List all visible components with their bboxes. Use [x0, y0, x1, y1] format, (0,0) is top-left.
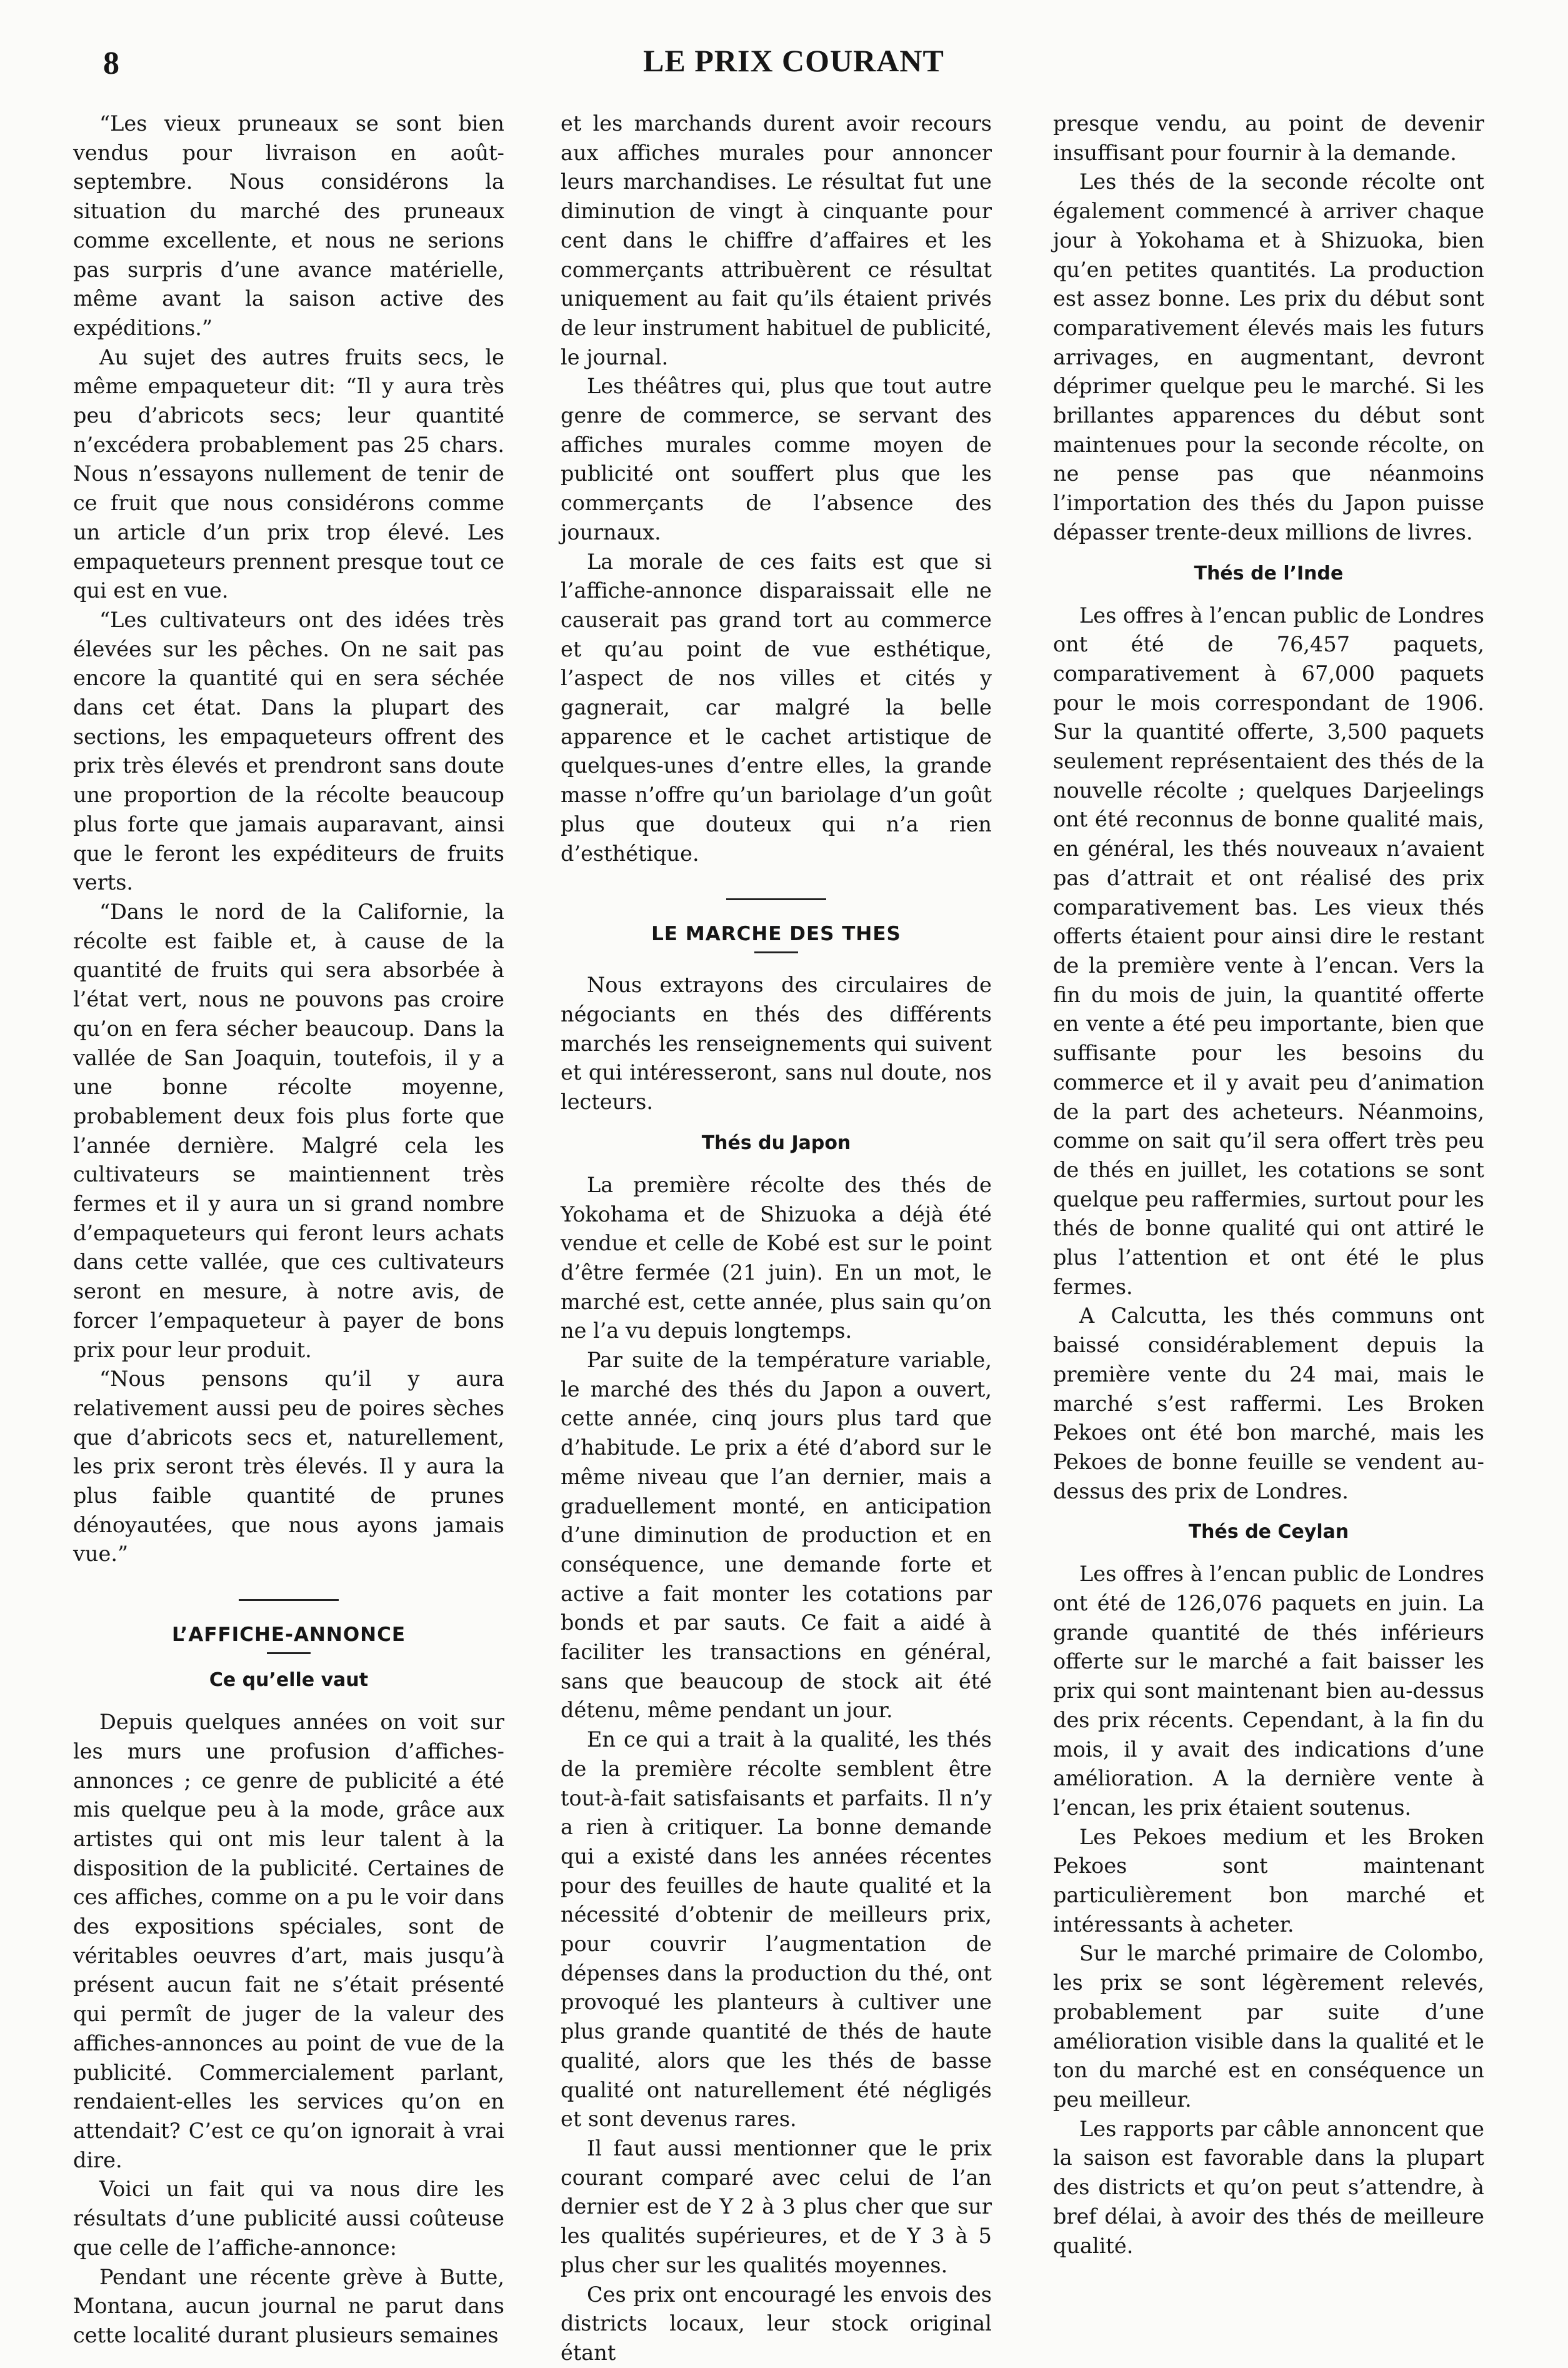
heading-divider — [267, 1652, 311, 1654]
paragraph: “Les vieux pruneaux se sont bien vendus pour livraison en août-septembre. Nous considérons la situation du marché des pruneaux comme excellente, et nous ne serions pas surpris d’une avance matérielle, même avant la saison active des expéditions.” — [73, 111, 504, 340]
section-subheading: Thés du Japon — [701, 1131, 851, 1154]
paragraph: En ce qui a trait à la qualité, les thés de la première récolte semblent être tout-à-fait satisfaisants et parfaits. Il n’y a rien à critiquer. La bonne demande qui a existé dans les années récentes pour des feuilles de haute qualité et la nécessité d’obtenir de meilleurs prix, pour couvrir l’augmentation de dépenses dans la production du thé, ont provoqué les planteurs à cultiver une plus grande quantité de thés de haute qualité, alors que les thés de basse qualité ont naturellement été négligés et sont devenus rares. — [561, 1727, 992, 2132]
paragraph: Les offres à l’encan public de Londres ont été de 76,457 paquets, comparativement à 67,000 paquets pour le mois correspondant de 1906. Sur la quantité offerte, 3,500 paquets seulement représentaient des thés de la nouvelle récolte ; quelques Darjeelings ont été reconnus de bonne qualité mais, en général, les thés nouveaux n’avaient pas d’attrait et ont réalisé des prix comparativement bas. Les vieux thés offerts étaient pour ainsi dire le restant de la première vente à l’encan. Vers la fin du mois de juin, la quantité offerte en vente a été peu importante, bien que suffisante pour les besoins du commerce et il y avait peu d’animation de la part des acheteurs. Néanmoins, comme on sait qu’il sera offert très peu de thés en juillet, les cotations se sont quelque peu raffermies, surtout pour les thés de bonne qualité qui ont attiré le plus l’attention et ont été le plus fermes. — [1053, 603, 1484, 1299]
page-number: 8 — [103, 46, 119, 81]
column-2 — [561, 109, 992, 2368]
section-heading: L’AFFICHE-ANNONCE — [171, 1623, 406, 1647]
paragraph: Les thés de la seconde récolte ont également commencé à arriver chaque jour à Yokohama et à Shizuoka, bien qu’en petites quantités. La production est assez bonne. Les prix du début sont comparativement élevés mais les futurs arrivages, en augmentant, devront déprimer quelque peu le marché. Si les brillantes apparences du début sont maintenues pour la seconde récolte, on ne pense pas que néanmoins l’importation des thés du Japon puisse dépasser trente-deux millions de livres. — [1053, 169, 1484, 544]
paragraph: Nous extrayons des circulaires de négociants en thés des différents marchés les renseignements qui suivent et qui intéresseront, sans nul doute, nos lecteurs. — [561, 973, 992, 1115]
paragraph: Voici un fait qui va nous dire les résultats d’une publicité aussi coûteuse que celle de l’affiche-annonce: — [73, 2177, 504, 2260]
paragraph: Par suite de la température variable, le marché des thés du Japon a ouvert, cette année, cinq jours plus tard que d’habitude. Le prix a été d’abord sur le même niveau que l’an dernier, mais a graduellement monté, en anticipation d’une diminution de production et en conséquence, une demande forte et active a fait monter les cotations par bonds et par sauts. Ce fait a aidé à faciliter les transactions en général, sans que beaucoup de stock ait été détenu, même pendant un jour. — [561, 1348, 992, 1723]
section-divider — [726, 898, 826, 900]
paragraph: “Les cultivateurs ont des idées très élevées sur les pêches. On ne sait pas encore la quantité qui en sera séchée dans cet état. Dans la plupart des sections, les empaqueteurs offrent des prix très élevés et prendront sans doute une proportion de la récolte beaucoup plus forte que jamais auparavant, ainsi que le feront les expéditeurs de fruits verts. — [73, 607, 504, 895]
section-subheading: Ce qu’elle vaut — [209, 1669, 369, 1692]
section-heading: LE MARCHE DES THES — [651, 923, 901, 946]
paragraph: Il faut aussi mentionner que le prix courant comparé avec celui de l’an dernier est de Y 2 à 3 plus cher que sur les qualités supérieures, et de Y 3 à 5 plus cher sur les qualités moyennes. — [561, 2136, 992, 2277]
paragraph: Les Pekoes medium et les Broken Pekoes sont maintenant particulièrement bon marché et intéressants à acheter. — [1053, 1824, 1484, 1937]
paragraph: Depuis quelques années on voit sur les murs une profusion d’affiches-annonces ; ce genre de publicité a été mis quelque peu à la mode, grâce aux artistes qui ont mis leur talent à la disposition de la publicité. Certaines de ces affiches, comme on a pu le voir dans des expositions spéciales, sont de véritables oeuvres d’art, mais jusqu’à présent aucun fait ne s’était présenté qui permît de juger de la valeur des affiches-annonces au point de vue de la publicité. Commercialement parlant, rendaient-elles les services qu’on en attendait? C’est ce qu’on ignorait à vrai dire. — [73, 1710, 504, 2172]
paragraph: presque vendu, au point de devenir insuffisant pour fournir à la demande. — [1053, 111, 1484, 165]
section-subheading: Thés de l’Inde — [1194, 562, 1344, 584]
paragraph: Les théâtres qui, plus que tout autre genre de commerce, se servant des affiches murales comme moyen de publicité ont souffert plus que les commerçants de l’absence des journaux. — [561, 374, 992, 544]
section-divider — [239, 1599, 339, 1601]
paragraph: Pendant une récente grève à Butte, Montana, aucun journal ne parut dans cette localité durant plusieurs semaines — [73, 2264, 504, 2347]
paragraph: Les offres à l’encan public de Londres ont été de 126,076 paquets en juin. La grande quantité de thés inférieurs offerte sur le marché a fait baisser les prix qui sont maintenant bien au-dessus des prix récents. Cependant, à la fin du mois, il y avait des indications d’une amélioration. A la dernière vente à l’encan, les prix étaient soutenus. — [1053, 1562, 1484, 1820]
column-3 — [1053, 109, 1484, 2260]
paragraph: “Dans le nord de la Californie, la récolte est faible et, à cause de la quantité de fruits qui sera absorbée à l’état vert, nous ne pouvons pas croire qu’on en fera sécher beaucoup. Dans la vallée de San Joaquin, toutefois, il y a une bonne récolte moyenne, probablement deux fois plus forte que l’année dernière. Malgré cela les cultivateurs se maintiennent très fermes et il y aura un si grand nombre d’empaqueteurs qui feront leurs achats dans cette vallée, que ces cultivateurs seront en mesure, à notre avis, de forcer l’empaqueteur à payer de bons prix pour leur produit. — [73, 899, 504, 1362]
page-title: LE PRIX COURANT — [643, 43, 944, 78]
paragraph: La morale de ces faits est que si l’affiche-annonce disparaissait elle ne causerait pas grand tort au commerce et qu’au point de vue esthétique, l’aspect de nos villes et cités y gagnerait, car malgré la belle apparence et le cachet artistique de quelques-unes d’entre elles, la grande masse n’offre qu’un bariolage d’un goût plus que douteux qui n’a rien d’esthétique. — [561, 549, 992, 866]
column-1 — [73, 109, 504, 2350]
section-subheading: Thés de Ceylan — [1188, 1521, 1349, 1543]
paragraph: et les marchands durent avoir recours aux affiches murales pour annoncer leurs marchandises. Le résultat fut une diminution de vingt à cinquante pour cent dans le chiffre d’affaires et les commerçants attribuèrent ce résultat uniquement au fait qu’ils étaient privés de leur instrument habituel de publicité, le journal. — [561, 111, 992, 369]
paragraph: Ces prix ont encouragé les envois des districts locaux, leur stock original étant — [561, 2282, 992, 2365]
paragraph: La première récolte des thés de Yokohama et de Shizuoka a déjà été vendue et celle de Kobé est sur le point d’être fermée (21 juin). En un mot, le marché est, cette année, plus sain qu’on ne l’a vu depuis longtemps. — [561, 1172, 992, 1343]
paragraph: “Nous pensons qu’il y aura relativement aussi peu de poires sèches que d’abricots secs et, naturellement, les prix seront très élevés. Il y aura la plus faible quantité de prunes dénoyautées, que nous ayons jamais vue.” — [73, 1367, 504, 1567]
paragraph: Au sujet des autres fruits secs, le même empaqueteur dit: “Il y aura très peu d’abricots secs; leur quantité n’excédera probablement pas 25 chars. Nous n’essayons nullement de tenir de ce fruit que nous considérons comme un article d’un prix trop élevé. Les empaqueteurs prennent presque tout ce qui est en vue. — [73, 344, 504, 603]
paragraph: Sur le marché primaire de Colombo, les prix se sont légèrement relevés, probablement par suite d’une amélioration visible dans la qualité et le ton du marché est en conséquence un peu meilleur. — [1053, 1941, 1484, 2112]
paragraph: A Calcutta, les thés communs ont baissé considérablement depuis la première vente du 24 mai, mais le marché s’est raffermi. Les Broken Pekoes ont été bon marché, mais les Pekoes de bonne feuille se vendent au-dessus des prix de Londres. — [1053, 1303, 1484, 1503]
heading-divider — [754, 951, 798, 953]
paragraph: Les rapports par câble annoncent que la saison est favorable dans la plupart des districts et qu’on peut s’attendre, à bref délai, à avoir des thés de meilleure qualité. — [1053, 2116, 1484, 2258]
